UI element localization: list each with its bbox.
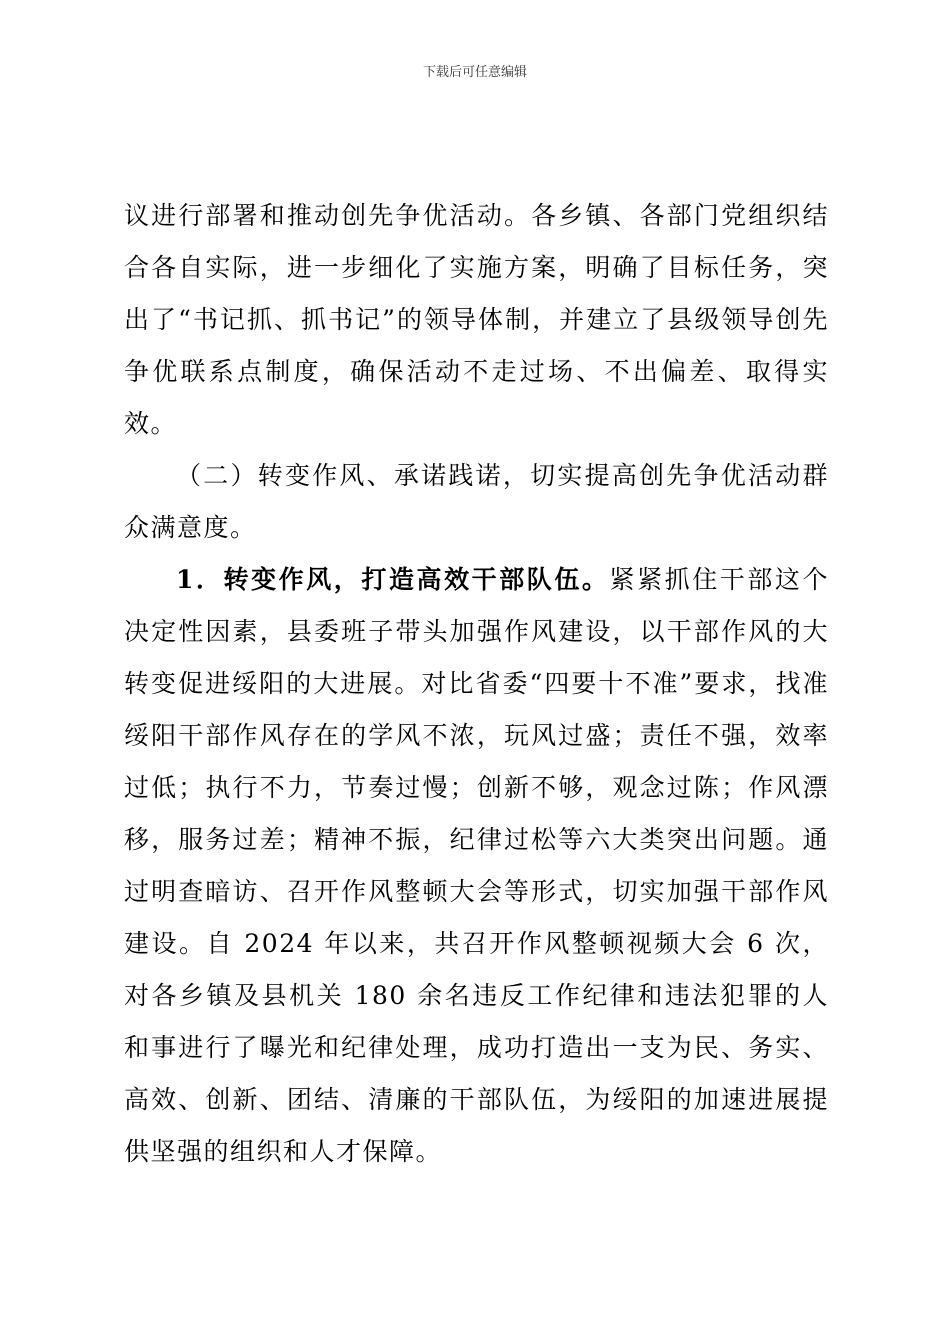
item-1-title: 1．转变作风，打造高效干部队伍。 [176, 565, 610, 594]
section-heading: （二）转变作风、承诺践诺，切实提高创先争优活动群众满意度。 [124, 461, 829, 542]
document-body [124, 190, 829, 1178]
paragraph-continuation: 议进行部署和推动创先争优活动。各乡镇、各部门党组织结合各自实际，进一步细化了实施方案，明确了目标任务，突出了“书记抓、抓书记”的领导体制，并建立了县级领导创先争优联系点制度，确保活动不走过场、不出偏差、取得实效。 [124, 201, 829, 438]
page-header: 下载后可任意编辑 [422, 65, 527, 80]
paragraph-item-1 [124, 554, 829, 1178]
item-1-body: 紧紧抓住干部这个决定性因素，县委班子带头加强作风建设，以干部作风的大转变促进绥阳的大进展。对比省委“四要十不准”要求，找准绥阳干部作风存在的学风不浓，玩风过盛；责任不强，效率过低；执行不力，节奏过慢；创新不够，观念过陈；作风漂移，服务过差；精神不振，纪律过松等六大类突出问题。通过明查暗访、召开作风整顿大会等形式，切实加强干部作风建设。自 2024 年以来，共召开作风整顿视频大会 6 次，对各乡镇及县机关 180 余名违反工作纪律和违法犯罪的人和事进行了曝光和纪律处理，成功打造出一支为民、务实、高效、创新、团结、清廉的干部队伍，为绥阳的加速进展提供坚强的组织和人才保障。 [124, 565, 829, 1166]
